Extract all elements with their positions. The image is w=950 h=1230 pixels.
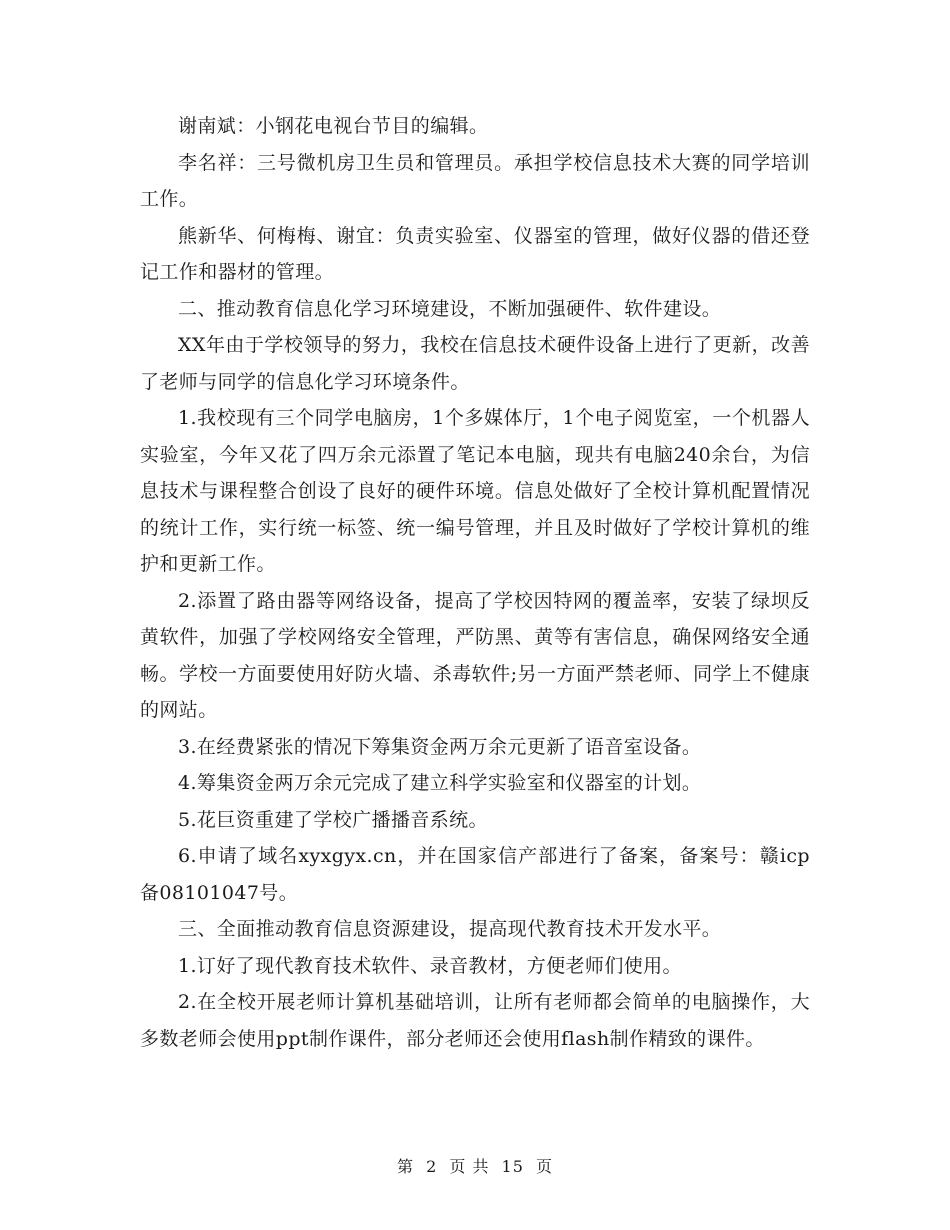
page-total: 15 — [501, 1157, 524, 1176]
list-item: 5.花巨资重建了学校广播播音系统。 — [178, 808, 488, 831]
paragraph: XX年由于学校领导的努力，我校在信息技术硬件设备上进行了更新，改善了老师与同学的信息化学习环境条件。 — [140, 334, 810, 393]
document-body — [140, 108, 810, 1057]
list-item: 4.筹集资金两万余元完成了建立科学实验室和仪器室的计划。 — [178, 772, 702, 794]
paragraph: 谢南斌：小钢花电视台节目的编辑。 — [178, 115, 489, 137]
page-number: 2 — [426, 1157, 438, 1176]
list-item: 1.我校现有三个同学电脑房，1个多媒体厅，1个电子阅览室，一个机器人实验室，今年又花了四万余元添置了笔记本电脑，现共有电脑240余台，为信息技术与课程整合创设了良好的硬件环境。信息处做好了全校计算机配置情况的统计工作，实行统一标签、统一编号管理，并且及时做好了学校计算机的维护和更新工作。 — [140, 407, 810, 575]
footer-middle: 页 共 — [449, 1157, 490, 1176]
list-item: 2.在全校开展老师计算机基础培训，让所有老师都会简单的电脑操作，大多数老师会使用ppt制作课件，部分老师还会使用flash制作精致的课件。 — [140, 991, 810, 1050]
footer-prefix: 第 — [396, 1157, 414, 1176]
list-item: 2.添置了路由器等网络设备，提高了学校因特网的覆盖率，安装了绿坝反黄软件，加强了学校网络安全管理，严防黑、黄等有害信息，确保网络安全通畅。学校一方面要使用好防火墙、杀毒软件;另一方面严禁老师、同学上不健康的网站。 — [140, 589, 810, 721]
list-item: 3.在经费紧张的情况下筹集资金两万余元更新了语音室设备。 — [178, 735, 702, 758]
list-item: 1.订好了现代教育技术软件、录音教材，方便老师们使用。 — [178, 954, 682, 977]
paragraph: 李名祥：三号微机房卫生员和管理员。承担学校信息技术大赛的同学培训工作。 — [140, 151, 810, 210]
list-item: 6.申请了域名xyxgyx.cn，并在国家信产部进行了备案，备案号：赣icp备08101047号。 — [140, 845, 810, 904]
section-heading: 二、推动教育信息化学习环境建设，不断加强硬件、软件建设。 — [178, 297, 722, 320]
page-footer — [0, 1154, 950, 1177]
paragraph: 熊新华、何梅梅、谢宜：负责实验室、仪器室的管理，做好仪器的借还登记工作和器材的管理。 — [140, 224, 810, 283]
footer-suffix: 页 — [536, 1157, 554, 1176]
section-heading: 三、全面推动教育信息资源建设，提高现代教育技术开发水平。 — [178, 918, 722, 940]
